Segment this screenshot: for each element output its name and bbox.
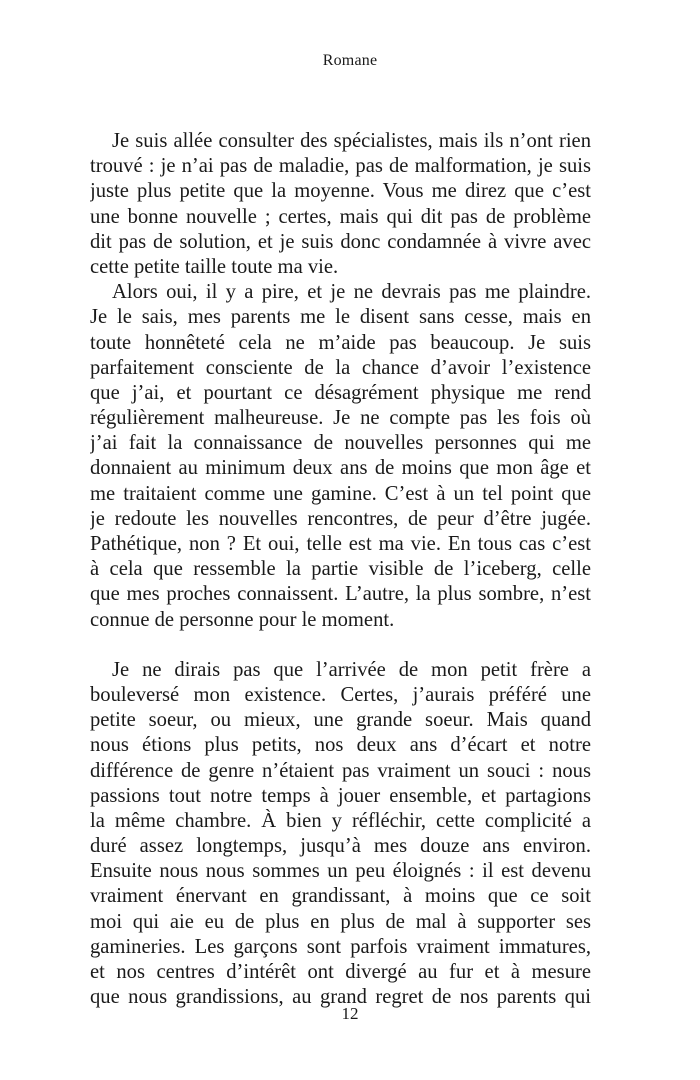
text-line: parfaitement consciente de la chance d’avoir l’existence (90, 356, 591, 379)
text-line: me traitaient comme une gamine. C’est à un tel point que (90, 482, 591, 505)
text-line: nous étions plus petits, nos deux ans d’écart et notre (90, 734, 591, 757)
text-line: j’ai fait la connaissance de nouvelles personnes qui me (90, 432, 591, 455)
text-line: et nos centres d’intérêt ont divergé au fur et à mesure (90, 961, 591, 983)
text-line: Alors oui, il y a pire, et je ne devrais pas me plaindre. (112, 281, 591, 304)
text-line: trouvé : je n’ai pas de maladie, pas de malformation, je suis (90, 155, 591, 178)
body-text (90, 129, 591, 1010)
text-line: Je suis allée consulter des spécialistes, mais ils n’ont rien (112, 130, 591, 152)
section-gap (90, 633, 591, 658)
text-line: Je ne dirais pas que l’arrivée de mon petit frère a (112, 658, 591, 681)
text-line: toute honnêteté cela ne m’aide pas beaucoup. Je suis (90, 331, 591, 354)
text-line: régulièrement malheureuse. Je ne compte pas les fois où (90, 407, 591, 430)
text-line: à cela que ressemble la partie visible de l’iceberg, celle (90, 558, 591, 581)
text-line: que nous grandissions, au grand regret de nos parents qui (90, 986, 591, 1009)
text-line: gamineries. Les garçons sont parfois vraiment immatures, (90, 935, 591, 958)
text-line: connue de personne pour le moment. (90, 608, 395, 631)
text-line: vraiment énervant en grandissant, à moins que ce soit (90, 885, 591, 908)
text-line: différence de genre n’étaient pas vraiment un souci : nous (90, 759, 591, 782)
text-line: juste plus petite que la moyenne. Vous me direz que c’est (90, 180, 591, 203)
text-line: Je le sais, mes parents me le disent sans cesse, mais en (90, 306, 591, 329)
text-line: donnaient au minimum deux ans de moins que mon âge et (90, 457, 591, 480)
text-line: moi qui aie eu de plus en plus de mal à supporter ses (90, 910, 591, 933)
text-line: cette petite taille toute ma vie. (90, 255, 339, 278)
paragraph-2 (90, 280, 591, 633)
text-line: une bonne nouvelle ; certes, mais qui dit pas de problème (90, 205, 591, 228)
text-line: petite soeur, ou mieux, une grande soeur. Mais quand (90, 709, 591, 732)
text-line: Pathétique, non ? Et oui, telle est ma vie. En tous cas c’est (90, 533, 591, 555)
page-number: 12 (341, 1004, 359, 1023)
text-line: que mes proches connaissent. L’autre, la plus sombre, n’est (90, 583, 591, 606)
paragraph-3 (90, 658, 591, 1011)
text-line: que j’ai, et pourtant ce désagrément physique me rend (90, 381, 591, 404)
text-line: je redoute les nouvelles rencontres, de peur d’être jugée. (90, 507, 591, 530)
text-line: Ensuite nous nous sommes un peu éloignés : il est devenu (90, 860, 591, 883)
text-line: la même chambre. À bien y réfléchir, cette complicité a (90, 809, 591, 832)
text-line: duré assez longtemps, jusqu’à mes douze ans environ. (90, 835, 591, 858)
text-line: bouleversé mon existence. Certes, j’aurais préféré une (90, 683, 591, 706)
text-line: passions tout notre temps à jouer ensemble, et partagions (90, 784, 591, 807)
text-line: dit pas de solution, et je suis donc condamnée à vivre avec (90, 230, 591, 253)
paragraph-1 (90, 129, 591, 280)
running-title: Romane (322, 52, 378, 69)
